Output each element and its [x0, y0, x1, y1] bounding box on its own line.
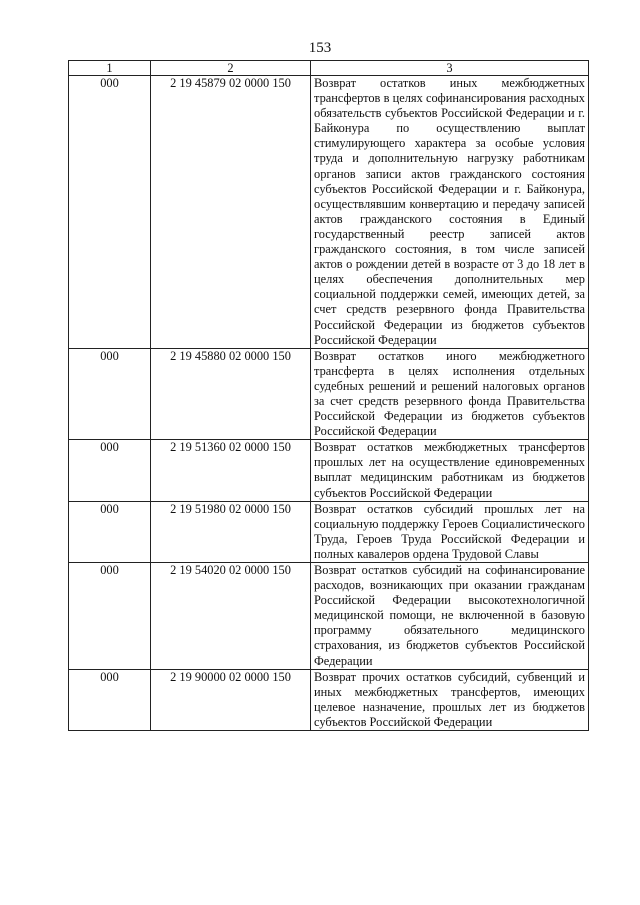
column-header-3: 3 — [311, 61, 589, 76]
budget-code-cell: 2 19 51360 02 0000 150 — [151, 440, 311, 501]
table-row — [69, 669, 589, 730]
admin-code-cell: 000 — [69, 348, 151, 440]
table-row — [69, 348, 589, 440]
admin-code-cell: 000 — [69, 501, 151, 562]
column-header-2: 2 — [151, 61, 311, 76]
description-cell: Возврат остатков иных межбюджетных трансфертов в целях софинансирования расходных обязательств субъектов Российской Федерации и г. Байконура по осуществлению выплат стимулирующего характера за особые условия труда и дополнительную нагрузку работникам органов записи актов гражданского состояния субъектов Российской Федерации и г. Байконура, осуществлявшим конвертацию и передачу записей актов гражданского состояния в Единый государственный реестр записей актов гражданского состояния, в том числе записей актов о рождении детей в возрасте от 3 до 18 лет в целях обеспечения дополнительных мер социальной поддержки семей, имеющих детей, за счет средств резервного фонда Правительства Российской Федерации из бюджетов субъектов Российской Федерации — [311, 76, 589, 349]
budget-code-cell: 2 19 51980 02 0000 150 — [151, 501, 311, 562]
description-cell: Возврат остатков иного межбюджетного трансферта в целях исполнения отдельных судебных решений и решений налоговых органов за счет средств резервного фонда Правительства Российской Федерации из бюджетов субъектов Российской Федерации — [311, 348, 589, 440]
description-cell: Возврат остатков субсидий прошлых лет на социальную поддержку Героев Социалистического Труда, Героев Труда Российской Федерации и полных кавалеров ордена Трудовой Славы — [311, 501, 589, 562]
table-row — [69, 563, 589, 670]
table-row — [69, 440, 589, 501]
admin-code-cell: 000 — [69, 669, 151, 730]
page-number: 153 — [308, 40, 332, 56]
budget-code-cell: 2 19 45880 02 0000 150 — [151, 348, 311, 440]
description-cell: Возврат прочих остатков субсидий, субвенций и иных межбюджетных трансфертов, имеющих целевое назначение, прошлых лет из бюджетов субъектов Российской Федерации — [311, 669, 589, 730]
table-header-row — [69, 61, 589, 76]
budget-classification-table — [68, 60, 589, 731]
admin-code-cell: 000 — [69, 440, 151, 501]
budget-code-cell: 2 19 90000 02 0000 150 — [151, 669, 311, 730]
table-row — [69, 76, 589, 349]
table-row — [69, 501, 589, 562]
description-cell: Возврат остатков субсидий на софинансирование расходов, возникающих при оказании гражданам Российской Федерации высокотехнологичной медицинской помощи, не включенной в базовую программу обязательного медицинского страхования, из бюджетов субъектов Российской Федерации — [311, 563, 589, 670]
column-header-1: 1 — [69, 61, 151, 76]
budget-code-cell: 2 19 45879 02 0000 150 — [151, 76, 311, 349]
description-cell: Возврат остатков межбюджетных трансфертов прошлых лет на осуществление единовременных выплат медицинским работникам из бюджетов субъектов Российской Федерации — [311, 440, 589, 501]
budget-code-cell: 2 19 54020 02 0000 150 — [151, 563, 311, 670]
admin-code-cell: 000 — [69, 563, 151, 670]
admin-code-cell: 000 — [69, 76, 151, 349]
